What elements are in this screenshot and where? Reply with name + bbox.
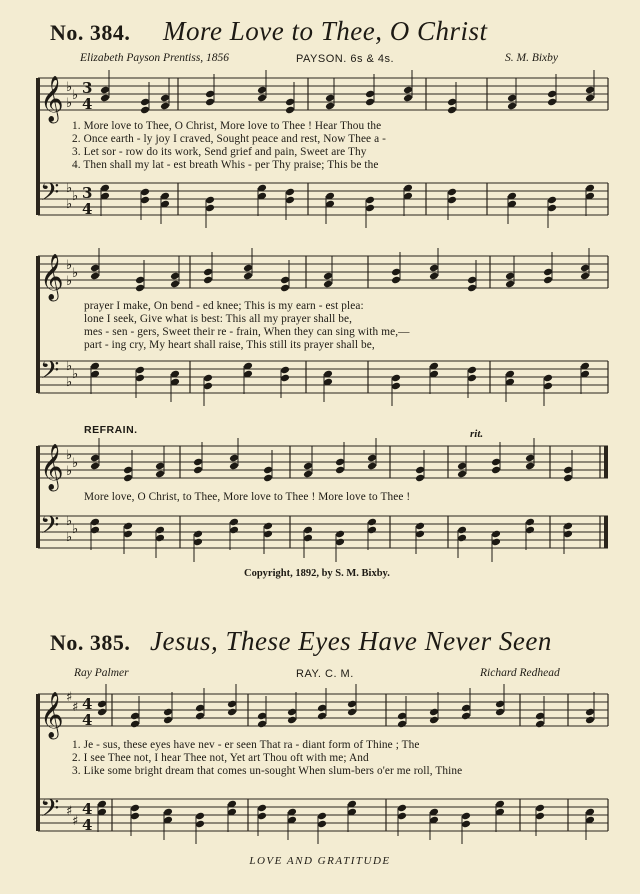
svg-text:♭: ♭ bbox=[66, 274, 73, 289]
svg-text:♭: ♭ bbox=[66, 197, 73, 212]
svg-text:𝄞: 𝄞 bbox=[40, 254, 64, 300]
svg-text:♭: ♭ bbox=[66, 375, 73, 390]
svg-text:𝄢: 𝄢 bbox=[40, 511, 60, 546]
svg-text:𝄞: 𝄞 bbox=[40, 692, 64, 738]
hymn-384-number: No. 384. bbox=[50, 20, 131, 45]
svg-text:♯: ♯ bbox=[66, 804, 73, 819]
hymn-385-number: No. 385. bbox=[50, 630, 131, 655]
music-system-4 bbox=[0, 684, 640, 844]
svg-text:♭: ♭ bbox=[66, 181, 73, 196]
lyric-line: 3. Let sor - row do its work, Send grief and pain, Sweet are Thy bbox=[72, 146, 367, 158]
hymn-384-header bbox=[50, 16, 610, 48]
lyric-line: 1. Je - sus, these eyes have nev - er seen That ra - diant form of Thine ; The bbox=[72, 739, 420, 751]
hymn-385-title: Jesus, These Eyes Have Never Seen bbox=[150, 626, 552, 656]
svg-text:𝄞: 𝄞 bbox=[40, 76, 64, 122]
treble-staff-1 bbox=[38, 76, 608, 124]
svg-text:♭: ♭ bbox=[66, 448, 73, 463]
lyric-line: lone I seek, Give what is best: This all my prayer shall be, bbox=[84, 313, 353, 325]
hymn-384-composer: S. M. Bixby bbox=[505, 52, 559, 64]
refrain-lyrics: More love, O Christ, to Thee, More love to Thee ! More love to Thee ! bbox=[84, 491, 411, 503]
svg-text:4: 4 bbox=[82, 816, 93, 834]
lyric-line: 2. Once earth - ly joy I craved, Sought peace and rest, Now Thee a - bbox=[72, 133, 386, 145]
svg-text:4: 4 bbox=[82, 711, 93, 729]
lyric-line: 2. I see Thee not, I hear Thee not, Yet art Thou oft with me; And bbox=[72, 752, 369, 764]
svg-text:♭: ♭ bbox=[72, 367, 79, 382]
svg-text:3: 3 bbox=[82, 184, 93, 202]
svg-text:♭: ♭ bbox=[66, 80, 73, 95]
svg-text:3: 3 bbox=[82, 79, 93, 97]
hymn-384-title: More Love to Thee, O Christ bbox=[163, 16, 488, 46]
lyric-line: part - ing cry, My heart shall raise, This still its prayer shall be, bbox=[84, 339, 375, 351]
svg-text:♭: ♭ bbox=[72, 266, 79, 281]
svg-text:𝄢: 𝄢 bbox=[40, 356, 60, 391]
ritardando-mark: rit. bbox=[470, 428, 484, 440]
svg-text:4: 4 bbox=[82, 95, 93, 113]
svg-text:4: 4 bbox=[82, 800, 93, 818]
bass-staff-1 bbox=[38, 178, 608, 218]
svg-text:♭: ♭ bbox=[66, 464, 73, 479]
copyright-notice: Copyright, 1892, by S. M. Bixby. bbox=[244, 568, 390, 579]
svg-text:♭: ♭ bbox=[72, 189, 79, 204]
treble-staff-3 bbox=[38, 444, 608, 492]
lyric-line: mes - sen - gers, Sweet their re - frain, When they can sing with me,— bbox=[84, 326, 410, 338]
svg-text:♭: ♭ bbox=[66, 514, 73, 529]
svg-text:♭: ♭ bbox=[72, 522, 79, 537]
svg-text:𝄢: 𝄢 bbox=[40, 794, 60, 829]
svg-text:4: 4 bbox=[82, 200, 93, 218]
treble-staff-2 bbox=[38, 254, 608, 302]
svg-text:♭: ♭ bbox=[66, 530, 73, 545]
hymn-384-author: Elizabeth Payson Prentiss, 1856 bbox=[80, 52, 230, 64]
svg-text:♭: ♭ bbox=[66, 96, 73, 111]
svg-text:𝄢: 𝄢 bbox=[40, 178, 60, 213]
hymn-385-author: Ray Palmer bbox=[74, 667, 129, 679]
svg-text:𝄞: 𝄞 bbox=[40, 444, 64, 490]
hymn-384-tune: PAYSON. 6s & 4s. bbox=[296, 53, 395, 65]
svg-text:♭: ♭ bbox=[72, 456, 79, 471]
svg-text:♭: ♭ bbox=[66, 258, 73, 273]
hymn-385-header bbox=[50, 626, 610, 658]
lyric-line: 3. Like some bright dream that comes un-sought When slum-bers o'er me roll, Thine bbox=[72, 765, 463, 777]
hymn-385-composer: Richard Redhead bbox=[480, 667, 560, 679]
svg-text:♭: ♭ bbox=[66, 359, 73, 374]
hymn-385-tune: RAY. C. M. bbox=[296, 668, 354, 680]
svg-text:♯: ♯ bbox=[72, 700, 79, 715]
lyric-line: prayer I make, On bend - ed knee; This is my earn - est plea: bbox=[84, 300, 364, 312]
refrain-label: REFRAIN. bbox=[84, 424, 138, 436]
lyric-line: 4. Then shall my lat - est breath Whis - per Thy praise; This be the bbox=[72, 159, 379, 171]
svg-text:4: 4 bbox=[82, 695, 93, 713]
svg-text:♯: ♯ bbox=[72, 814, 79, 829]
svg-text:♯: ♯ bbox=[66, 690, 73, 705]
lyric-line: 1. More love to Thee, O Christ, More love to Thee ! Hear Thou the bbox=[72, 120, 382, 132]
page-footer: LOVE AND GRATITUDE bbox=[249, 855, 391, 867]
bass-staff-2 bbox=[38, 356, 608, 393]
svg-text:♭: ♭ bbox=[72, 88, 79, 103]
